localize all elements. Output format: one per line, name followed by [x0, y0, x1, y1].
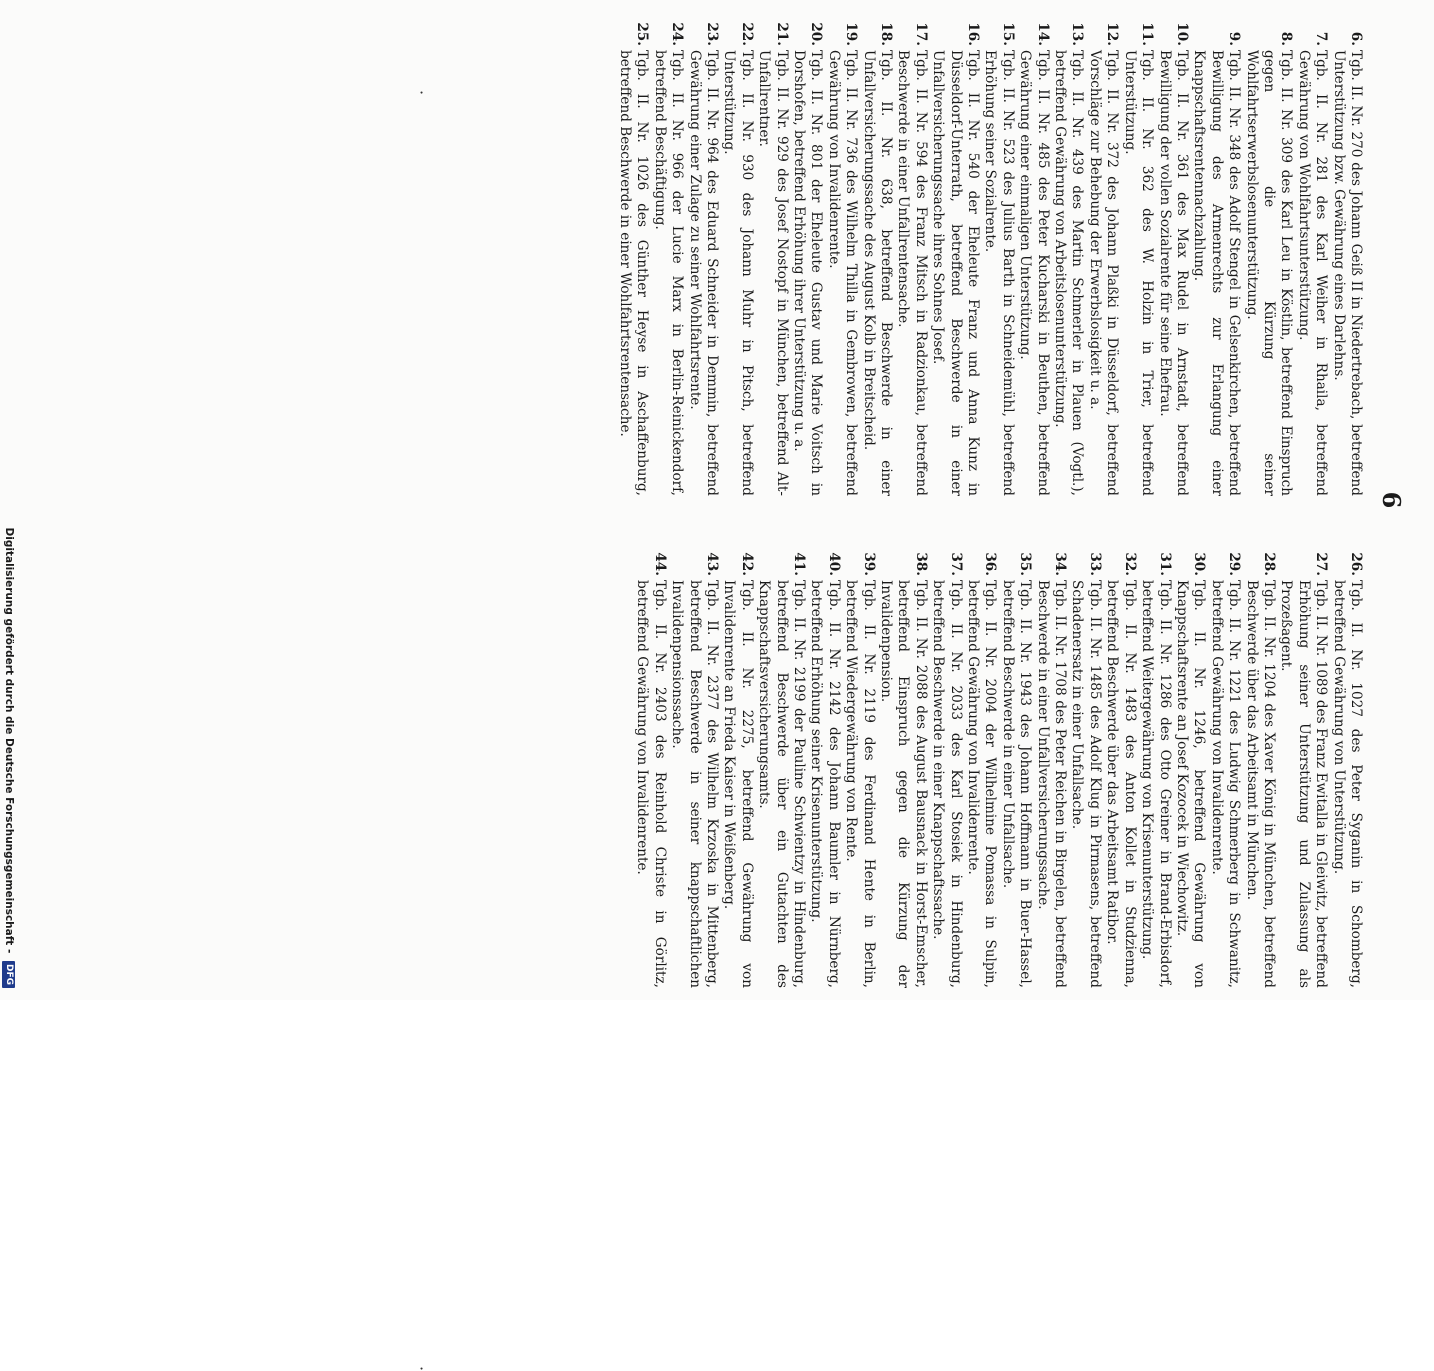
entry-text: Tgb. II. Nr. 270 des Johann Geiß II in Niedertrebach, betreffend Unterstützung bzw. Gewährung eines Darlehns.	[1330, 50, 1364, 496]
entry-number: 31.	[1156, 552, 1173, 576]
list-entry	[877, 548, 929, 988]
entry-number: 15.	[999, 22, 1016, 46]
list-entry	[755, 18, 790, 496]
list-entry	[929, 18, 981, 496]
entry-text: Tgb. II. Nr. 1485 des Adolf Klug in Pirmasens, betreffend Schadenersatz in einer Unfallsache.	[1069, 580, 1103, 988]
entry-text: Tgb. II. Nr. 2403 des Reinhold Christe in Görlitz, betreffend Gewährung von Invalidenrente.	[634, 580, 668, 988]
list-entry	[1086, 18, 1121, 496]
entry-number: 9.	[1226, 31, 1243, 46]
entry-number: 14.	[1034, 22, 1051, 46]
entry-text: Tgb. II. Nr. 1708 des Peter Reichen in Birgelen, betreffend Beschwerde in einer Unfallversicherungssache.	[1034, 580, 1069, 988]
entry-number: 11.	[1139, 22, 1156, 46]
entry-number: 35.	[1017, 552, 1034, 576]
entry-number: 10.	[1173, 22, 1190, 46]
entry-number: 17.	[912, 22, 929, 46]
entry-number: 37.	[947, 552, 964, 576]
entry-number: 23.	[703, 22, 720, 46]
list-entry	[998, 548, 1033, 988]
list-entry	[964, 548, 999, 988]
list-entry	[859, 18, 894, 496]
entry-text: Tgb. II. Nr. 1204 des Xaver König in München, betreffend Beschwerde über das Arbeitsamt in München.	[1243, 580, 1277, 988]
list-entry	[1329, 548, 1364, 988]
entry-text: Tgb. II. Nr. 1026 des Günther Heyse in Aschaffenburg, betreffend Beschwerde in einer Wohlfahrtsrentensache.	[616, 50, 651, 496]
entry-number: 41.	[791, 552, 807, 576]
entry-number: 7.	[1313, 31, 1330, 46]
entry-text: Tgb. II. Nr. 1246, betreffend Gewährung von Knappschaftsrente an Josef Kozocek in Wiechowitz.	[1173, 580, 1208, 988]
entry-number: 39.	[860, 552, 877, 576]
entry-text: Tgb. II. Nr. 540 der Eheleute Franz und Anna Kunz in Düsseldorf-Unterrath, betreffend Beschwerde in einer Unfallversicherungssache ihres Sohnes Josef.	[930, 50, 982, 496]
list-entry	[894, 18, 929, 496]
entry-number: 6.	[1348, 31, 1364, 46]
entry-text: Tgb. II. Nr. 2275, betreffend Gewährung von Invalidenrente an Frieda Kaiser in Weißenberg.	[721, 580, 755, 988]
entry-text: Tgb. II. Nr. 523 des Julius Barth in Schneidemühl, betreffend Erhöhung seiner Sozialrente.	[982, 50, 1016, 496]
entry-text: Tgb. II. Nr. 638, betreffend Beschwerde in einer Unfallversicherungssache des August Kolb in Breitscheid.	[860, 50, 895, 496]
entry-text: Tgb. II. Nr. 736 des Wilhelm Thilla in Gembrowen, betreffend Gewährung von Invalidenrente.	[825, 50, 860, 496]
entry-text: Tgb. II. Nr. 1221 des Ludwig Schmerberg in Schwanitz, betreffend Gewährung von Invalidenrente.	[1208, 580, 1243, 988]
entry-number: 33.	[1086, 552, 1103, 576]
entry-text: Tgb. II. Nr. 348 des Adolf Stengel in Gelsenkirchen, betreffend Bewilligung des Armenrechts zur Erlangung einer Knappschaftsrentennachzahlung.	[1191, 50, 1243, 496]
entry-text: Tgb. II. Nr. 2377 des Wilhelm Krzoska in Mittenberg, betreffend Beschwerde in seiner knappschaftlichen Invalidenpensionssache.	[669, 580, 720, 988]
footer-text: Digitalisierung gefördert durch die Deutsche Forschungsgemeinschaft -	[3, 527, 15, 954]
entry-number: 38.	[912, 552, 929, 576]
entry-text: Tgb. II. Nr. 1089 des Franz Ewitalla in Gleiwitz, betreffend Erhöhung seiner Unterstützung und Zulassung als Prozeßagent.	[1278, 580, 1330, 988]
list-entry	[1103, 548, 1138, 988]
entry-text: Tgb. II. Nr. 281 des Karl Weiher in Rhaila, betreffend Gewährung von Wohlfahrtsunterstützung.	[1295, 50, 1330, 496]
list-entry	[790, 18, 825, 496]
entry-number: 42.	[738, 552, 755, 576]
list-entry	[1120, 18, 1155, 496]
list-entry	[650, 18, 685, 496]
list-entry	[842, 548, 877, 988]
list-entry	[1033, 548, 1068, 988]
entry-number: 12.	[1104, 22, 1121, 46]
scan-speck: ·	[412, 1366, 431, 1371]
list-entry	[1173, 548, 1208, 988]
entry-number: 36.	[982, 552, 999, 576]
entry-text: Tgb. II. Nr. 439 des Martin Schmerler in Plauen (Vogtl.), betreffend Gewährung von Arbeitslosenunterstützung.	[1052, 50, 1086, 496]
entry-number: 16.	[965, 22, 982, 46]
list-entry	[720, 18, 755, 496]
entry-number: 32.	[1121, 552, 1138, 576]
entry-text: Tgb. II. Nr. 309 des Karl Leu in Köstlin, betreffend Einspruch gegen die Kürzung seiner Wohlfahrtserwerbslosenunterstützung.	[1243, 50, 1295, 496]
list-entry	[1329, 18, 1364, 496]
entry-number: 19.	[843, 22, 860, 46]
entry-number: 29.	[1226, 552, 1243, 576]
entry-text: Tgb. II. Nr. 930 des Johann Muhr in Pitsch, betreffend Unterstützung.	[721, 50, 755, 496]
list-entry	[1155, 18, 1190, 496]
entry-number: 27.	[1313, 552, 1330, 576]
list-entry	[720, 548, 755, 988]
entry-text: Tgb. II. Nr. 2004 der Wilhelmine Pomassa in Sulpin, betreffend Gewährung von Invalidenrente.	[965, 580, 999, 988]
list-entry	[1277, 548, 1329, 988]
entry-number: 40.	[825, 552, 842, 576]
list-entry	[685, 18, 720, 496]
entry-text: Tgb. II. Nr. 964 des Eduard Schneider in Demmin, betreffend Gewährung einer Zulage zu seiner Wohlfahrtsrente.	[686, 50, 720, 496]
list-entry	[755, 548, 807, 988]
digitization-footer	[2, 8, 16, 988]
list-entry	[1068, 548, 1103, 988]
page-number: 6	[1377, 491, 1406, 509]
entry-text: Tgb. II. Nr. 929 des Josef Nostopf in München, betreffend Alt-Unfallrentner.	[756, 50, 790, 496]
list-entry	[668, 548, 720, 988]
entry-number: 24.	[669, 22, 686, 46]
entry-number: 28.	[1260, 552, 1277, 576]
entry-text: Tgb. II. Nr. 2142 des Johann Baumler in Nürnberg, betreffend Erhöhung seiner Krisenunterstützung.	[808, 580, 842, 988]
entry-number: 21.	[773, 22, 790, 46]
list-entry	[981, 18, 1016, 496]
right-column	[633, 548, 1364, 988]
entry-text: Tgb. II. Nr. 485 des Peter Kucharski in Beuthen, betreffend Gewährung einer einmaligen Unterstützung.	[1017, 50, 1051, 496]
list-entry	[1051, 18, 1086, 496]
entry-number: 13.	[1069, 22, 1086, 46]
entry-text: Tgb. II. Nr. 362 des W. Holzin in Trier, betreffend Unterstützung.	[1121, 50, 1156, 496]
list-entry	[1016, 18, 1051, 496]
list-entry	[616, 18, 651, 496]
list-entry	[929, 548, 964, 988]
entry-text: Tgb. II. Nr. 1483 des Anton Kollet in Studzienna, betreffend Beschwerde über das Arbeitsamt Ratibor.	[1104, 580, 1138, 988]
entry-text: Tgb. II. Nr. 2119 des Ferdinand Hente in Berlin, betreffend Wiedergewährung von Rente.	[843, 580, 877, 988]
list-entry	[824, 18, 859, 496]
left-column	[616, 18, 1364, 496]
list-entry	[1190, 18, 1242, 496]
list-entry	[1207, 548, 1242, 988]
list-entry	[1242, 18, 1294, 496]
entry-number: 44.	[651, 552, 668, 576]
entry-text: Tgb. II. Nr. 372 des Johann Plaßki in Düsseldorf, betreffend Vorschläge zur Behebung der Erwerbslosigkeit u. a.	[1086, 50, 1121, 496]
list-entry	[807, 548, 842, 988]
entry-text: Tgb. II. Nr. 1027 des Peter Syganin in Schomberg, betreffend Gewährung von Unterstützung.	[1330, 580, 1364, 988]
entry-text: Tgb. II. Nr. 1943 des Johann Hoffmann in Buer-Hassel, betreffend Beschwerde in einer Unfallsache.	[999, 580, 1034, 988]
entry-number: 26.	[1348, 552, 1364, 576]
entry-number: 18.	[878, 22, 895, 46]
list-entry	[1138, 548, 1173, 988]
scan-speck: ·	[412, 90, 431, 96]
entry-text: Tgb. II. Nr. 1286 des Otto Greiner in Brand-Erbisdorf, betreffend Weitergewährung von Krisenunterstützung.	[1139, 580, 1173, 988]
entry-number: 20.	[808, 22, 825, 46]
entry-number: 8.	[1278, 31, 1295, 46]
entry-text: Tgb. II. Nr. 2033 des Karl Stosiek in Hindenburg, betreffend Beschwerde in einer Knappschaftssache.	[930, 580, 964, 988]
entry-number: 25.	[634, 22, 651, 46]
entry-text: Tgb. II. Nr. 801 der Eheleute Gustav und Marie Voitsch in Dorshofen, betreffend Erhöhung ihrer Unterstützung u. a.	[791, 50, 825, 496]
entry-number: 30.	[1191, 552, 1208, 576]
entry-text: Tgb. II. Nr. 361 des Max Rudel in Arnstadt, betreffend Bewilligung der vollen Sozialrente für seine Ehefrau.	[1156, 50, 1190, 496]
list-entry	[1294, 18, 1329, 496]
entry-text: Tgb. II. Nr. 2199 der Pauline Schwientzy in Hindenburg, betreffend Beschwerde über ein Gutachten des Knappschaftsversicherungsamts.	[756, 580, 807, 988]
entry-text: Tgb. II. Nr. 594 des Franz Mitsch in Radzionkau, betreffend Beschwerde in einer Unfallrentensache.	[895, 50, 929, 496]
entry-number: 34.	[1052, 552, 1069, 576]
entry-text: Tgb. II. Nr. 2088 des August Bausnack in Horst-Emscher, betreffend Einspruch gegen die Kürzung der Invalidenpension.	[878, 580, 929, 988]
list-entry	[633, 548, 668, 988]
dfg-logo: DFG	[3, 961, 16, 988]
entry-text: Tgb. II. Nr. 966 der Lucie Marx in Berlin-Reinickendorf, betreffend Beschäftigung.	[651, 50, 686, 496]
entry-number: 43.	[703, 552, 720, 576]
entry-number: 22.	[738, 22, 755, 46]
list-entry	[1242, 548, 1277, 988]
